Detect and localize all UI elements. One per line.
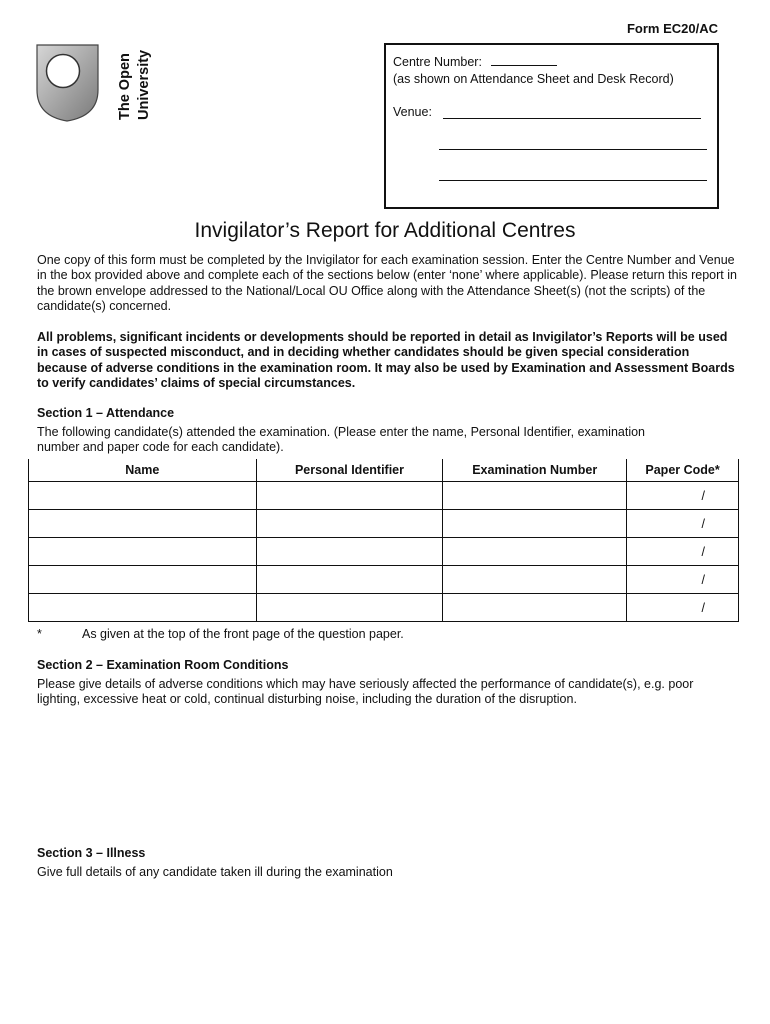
centre-number-field[interactable] <box>491 54 557 66</box>
attendance-table <box>28 459 739 622</box>
examination-number-cell[interactable] <box>443 594 627 622</box>
paper-code-cell[interactable]: / <box>627 482 739 510</box>
paper-code-cell[interactable]: / <box>627 538 739 566</box>
table-row <box>29 566 739 594</box>
venue-field-line-3[interactable] <box>439 180 707 181</box>
section3-text: Give full details of any candidate taken ill during the examination <box>37 865 393 879</box>
wordmark-line-1: The Open <box>117 53 133 120</box>
examination-number-cell[interactable] <box>443 482 627 510</box>
page-title: Invigilator’s Report for Additional Centres <box>194 219 576 242</box>
attendance-header-row <box>29 459 739 482</box>
footnote-marker: * <box>37 627 42 641</box>
centre-number-label: Centre Number: <box>393 55 482 69</box>
table-row <box>29 510 739 538</box>
col-header-name: Name <box>29 459 257 482</box>
venue-field-line-1[interactable] <box>443 118 701 119</box>
venue-row <box>393 105 432 119</box>
venue-label: Venue: <box>393 105 432 119</box>
section2-answer-area[interactable] <box>37 712 737 838</box>
personal-identifier-cell[interactable] <box>256 594 443 622</box>
section1-heading: Section 1 – Attendance <box>37 406 175 420</box>
personal-identifier-cell[interactable] <box>256 510 443 538</box>
paper-code-cell[interactable]: / <box>627 566 739 594</box>
venue-field-line-2[interactable] <box>439 149 707 150</box>
footnote-text: As given at the top of the front page of the question paper. <box>82 627 404 641</box>
table-row <box>29 594 739 622</box>
paper-code-cell[interactable]: / <box>627 594 739 622</box>
personal-identifier-cell[interactable] <box>256 482 443 510</box>
personal-identifier-cell[interactable] <box>256 538 443 566</box>
warning-paragraph: All problems, significant incidents or developments should be reported in detail as Invigilator’s Reports will be used in cases of suspected misconduct, and in deciding whether candidates should be given special consideration because of adverse conditions in the examination room. It may also be used by Examination and Assessment Boards to verify candidates’ claims of special circumstances. <box>37 330 735 390</box>
wordmark-line-2: University <box>136 49 152 120</box>
centre-details-box <box>384 43 719 209</box>
name-cell[interactable] <box>29 594 257 622</box>
form-code: Form EC20/AC <box>626 21 718 36</box>
intro-paragraph: One copy of this form must be completed by the Invigilator for each examination session. Enter the Centre Number and Venue in the box provided above and complete each of the sections below (enter ‘none’ where applicable). Please return this report in the brown envelope addressed to the National/Local OU Office along with the Attendance Sheet(s) (not the scripts) of the candidate(s) concerned. <box>37 253 737 313</box>
section2-heading: Section 2 – Examination Room Conditions <box>37 658 289 672</box>
section3-answer-area[interactable] <box>37 884 737 1004</box>
table-row <box>29 538 739 566</box>
open-university-wordmark <box>112 44 156 122</box>
personal-identifier-cell[interactable] <box>256 566 443 594</box>
name-cell[interactable] <box>29 566 257 594</box>
name-cell[interactable] <box>29 538 257 566</box>
col-header-examination-number: Examination Number <box>443 459 627 482</box>
examination-number-cell[interactable] <box>443 566 627 594</box>
section2-text: Please give details of adverse conditions which may have seriously affected the performance of candidate(s), e.g. poor lighting, excessive heat or cold, continual disturbing noise, including the duration of the disruption. <box>37 677 694 707</box>
name-cell[interactable] <box>29 482 257 510</box>
examination-number-cell[interactable] <box>443 538 627 566</box>
section1-text: The following candidate(s) attended the examination. (Please enter the name, Personal Identifier, examination number and paper code for each candidate). <box>37 425 646 455</box>
centre-number-note: (as shown on Attendance Sheet and Desk Record) <box>393 72 674 86</box>
open-university-shield-logo <box>36 44 106 122</box>
examination-number-cell[interactable] <box>443 510 627 538</box>
table-row <box>29 482 739 510</box>
col-header-paper-code: Paper Code* <box>627 459 739 482</box>
centre-number-row <box>393 54 557 69</box>
name-cell[interactable] <box>29 510 257 538</box>
col-header-personal-identifier: Personal Identifier <box>256 459 443 482</box>
paper-code-cell[interactable]: / <box>627 510 739 538</box>
section3-heading: Section 3 – Illness <box>37 846 146 860</box>
